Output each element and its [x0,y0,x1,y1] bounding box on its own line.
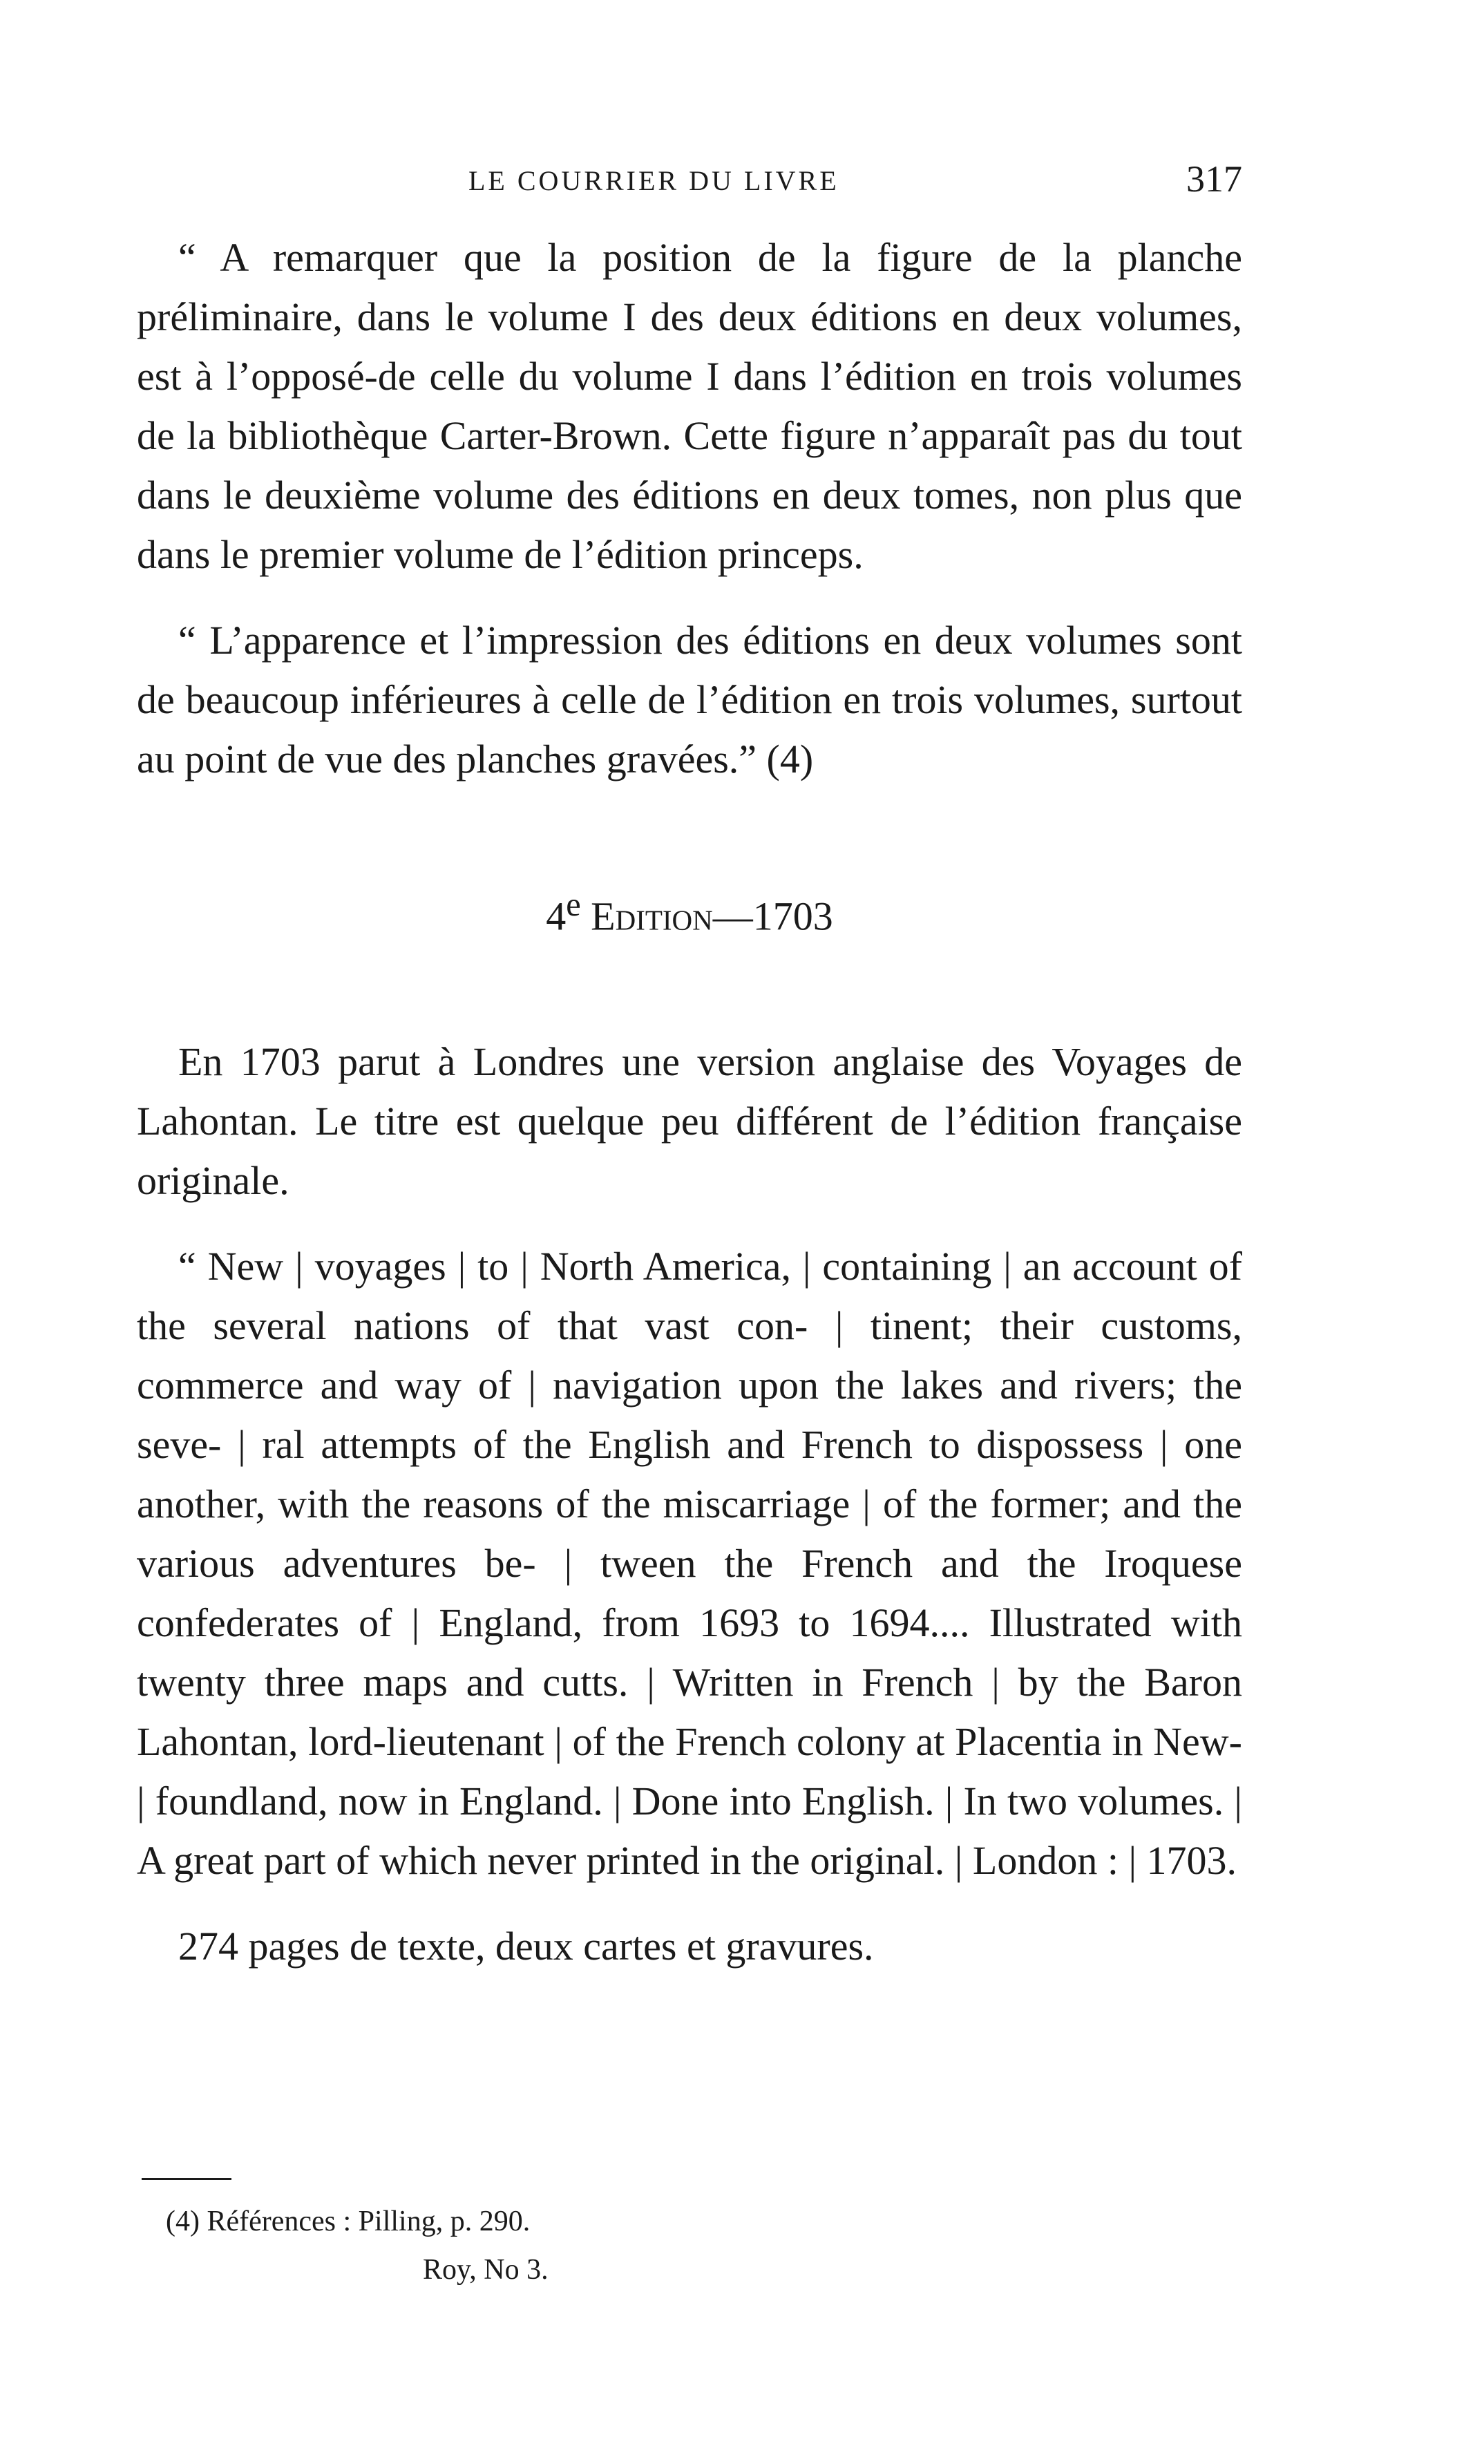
body-text [137,228,1242,2002]
heading-dash: — [712,893,753,939]
heading-number: 4 [546,893,567,939]
section-heading [137,875,1242,946]
footnote [166,2197,549,2294]
heading-year: 1703 [752,893,833,939]
paragraph-english-version: En 1703 parut à Londres une version anglaise des Voyages de Lahontan. Le titre est quelque peu différent de l’édition française originale. [137,1039,1242,1204]
footnote-rule [142,2178,231,2180]
footnote-line-1: (4) Références : Pilling, p. 290. [166,2206,531,2237]
paragraph-plate-position: “ A remarquer que la position de la figure de la planche préliminaire, dans le volume I des deux éditions en deux volumes, est à l’opposé-de celle du volume I dans l’édition en trois volumes de la bibliothèque Carter-Brown. Cette figure n’apparaît pas du tout dans le deuxième volume des éditions en deux tomes, non plus que dans le premier volume de l’édition princeps. [137,235,1242,577]
heading-label: Edition [591,893,713,939]
paragraph-title-transcription: “ New | voyages | to | North America, | containing | an account of the several nations of that vast con- | tinent; their customs, commerce and way of | navigation upon the lakes and rivers; the seve- | ral attempts of the English and French to dispossess | one another, with the reasons of the miscarriage | of the former; and the various adventures be- | tween the French and the Iroquese confederates of | England, from 1693 to 1694.... Illustrated with twenty three maps and cutts. | Written in French | by the Baron Lahontan, lord-lieutenant | of the French colony at Placentia in New- | foundland, now in England. | Done into English. | In two volumes. | A great part of which never printed in the original. | London : | 1703. [137,1244,1242,1884]
running-title: LE COURRIER DU LIVRE [468,165,839,196]
footnote-line-2: Roy, No 3. [423,2254,549,2286]
paragraph-appearance: “ L’apparence et l’impression des éditions en deux volumes sont de beaucoup inférieures à celle de l’édition en trois volumes, surtout au point de vue des planches gravées.” (4) [137,618,1242,781]
running-head [137,158,1242,206]
page-number: 317 [1186,158,1242,200]
paragraph-pages: 274 pages de texte, deux cartes et gravures. [178,1924,874,1969]
heading-superscript: e [566,887,581,923]
